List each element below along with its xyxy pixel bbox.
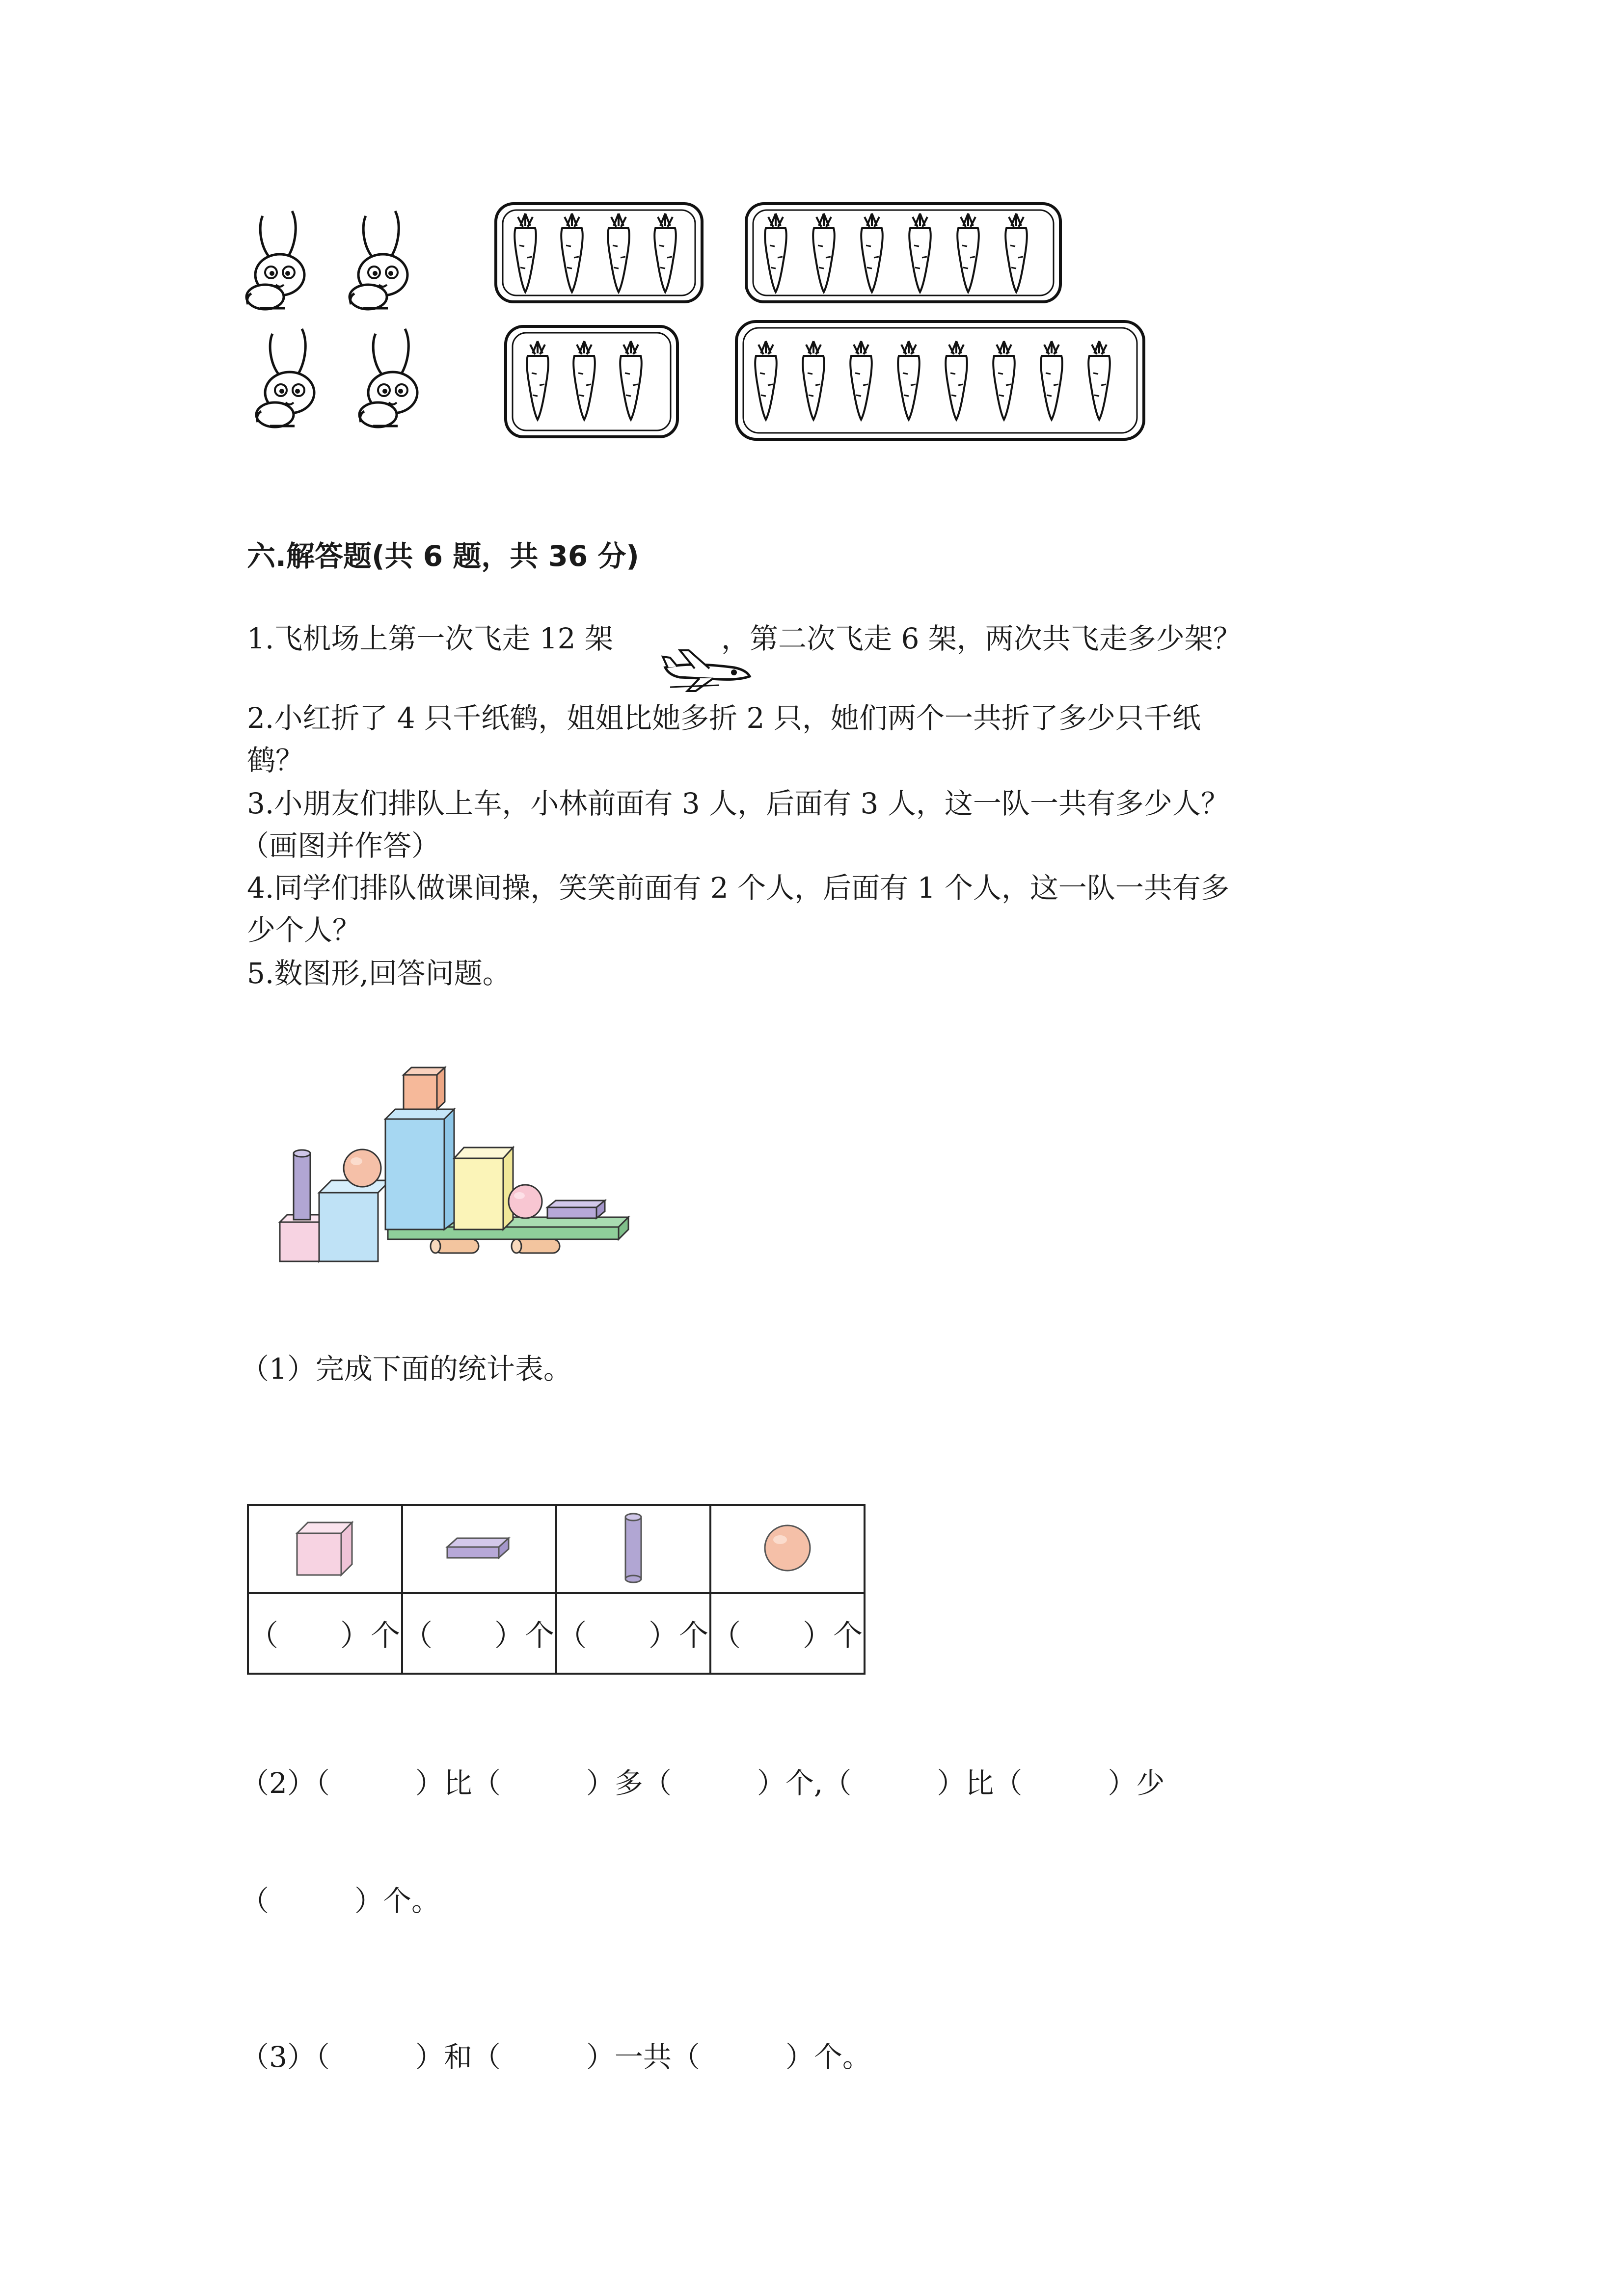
- sphere-icon: [344, 1149, 381, 1187]
- carrot-boxes: [491, 196, 1159, 452]
- subquestion-2-line-1: （2）（ ）比（ ）多（ ）个,（ ）比（ ）少: [241, 1766, 1165, 1800]
- table-header-cell: [556, 1505, 710, 1593]
- cuboid-icon: [454, 1148, 513, 1229]
- statistics-table: [247, 1504, 866, 1675]
- table-header-cell: [402, 1505, 556, 1593]
- answer-cell[interactable]: [402, 1593, 556, 1674]
- rabbit-icon: [350, 211, 407, 309]
- answer-blank: （ ）个: [403, 1619, 555, 1653]
- cuboid-icon: [319, 1180, 390, 1261]
- shapes-illustration: [275, 1060, 638, 1276]
- cylinder-icon: [619, 1511, 648, 1585]
- subquestion-1: （1）完成下面的统计表。: [241, 1352, 572, 1386]
- question-4-line-2: 少个人？: [247, 913, 361, 947]
- cuboid-icon: [385, 1109, 454, 1229]
- question-1-text-end: ，第二次飞走 6 架，两次共飞走多少架？: [721, 622, 1242, 655]
- answer-blank: （ ）个: [711, 1619, 864, 1653]
- cuboid-icon: [445, 1533, 514, 1563]
- cuboid-icon: [547, 1201, 605, 1218]
- answer-cell[interactable]: [248, 1593, 402, 1674]
- answer-blank: （ ）个: [249, 1619, 401, 1653]
- sphere-icon: [760, 1521, 814, 1575]
- question-1-text-start: 1.飞机场上第一次飞走 12 架: [247, 622, 614, 655]
- rabbit-group: [245, 206, 461, 442]
- question-5: 5.数图形,回答问题。: [247, 957, 511, 990]
- table-header-cell: [710, 1505, 865, 1593]
- rabbit-icon: [246, 211, 304, 309]
- subquestion-2-line-2: （ ）个。: [241, 1884, 440, 1918]
- log-icon: [431, 1239, 560, 1253]
- cube-icon: [293, 1519, 357, 1577]
- rabbit-icon: [256, 329, 314, 427]
- table-header-cell: [248, 1505, 402, 1593]
- cylinder-icon: [294, 1150, 310, 1220]
- question-2-line-1: 2.小红折了 4 只千纸鹤，姐姐比她多折 2 只，她们两个一共折了多少只千纸: [247, 701, 1201, 735]
- subquestion-3: （3）（ ）和（ ）一共（ ）个。: [241, 2040, 871, 2074]
- section-heading: 六.解答题(共 6 题，共 36 分): [247, 539, 639, 573]
- airplane-icon: [660, 648, 754, 692]
- rabbit-icon: [359, 329, 417, 427]
- sphere-icon: [509, 1185, 542, 1218]
- question-4-line-1: 4.同学们排队做课间操，笑笑前面有 2 个人，后面有 1 个人，这一队一共有多: [247, 871, 1229, 905]
- answer-blank: （ ）个: [557, 1619, 709, 1653]
- answer-cell[interactable]: [556, 1593, 710, 1674]
- cube-icon: [404, 1068, 445, 1109]
- question-3-line-1: 3.小朋友们排队上车，小林前面有 3 人，后面有 3 人，这一队一共有多少人？: [247, 787, 1229, 820]
- question-2-line-2: 鹤？: [247, 744, 304, 777]
- answer-cell[interactable]: [710, 1593, 865, 1674]
- question-3-line-2: （画图并作答）: [241, 829, 440, 862]
